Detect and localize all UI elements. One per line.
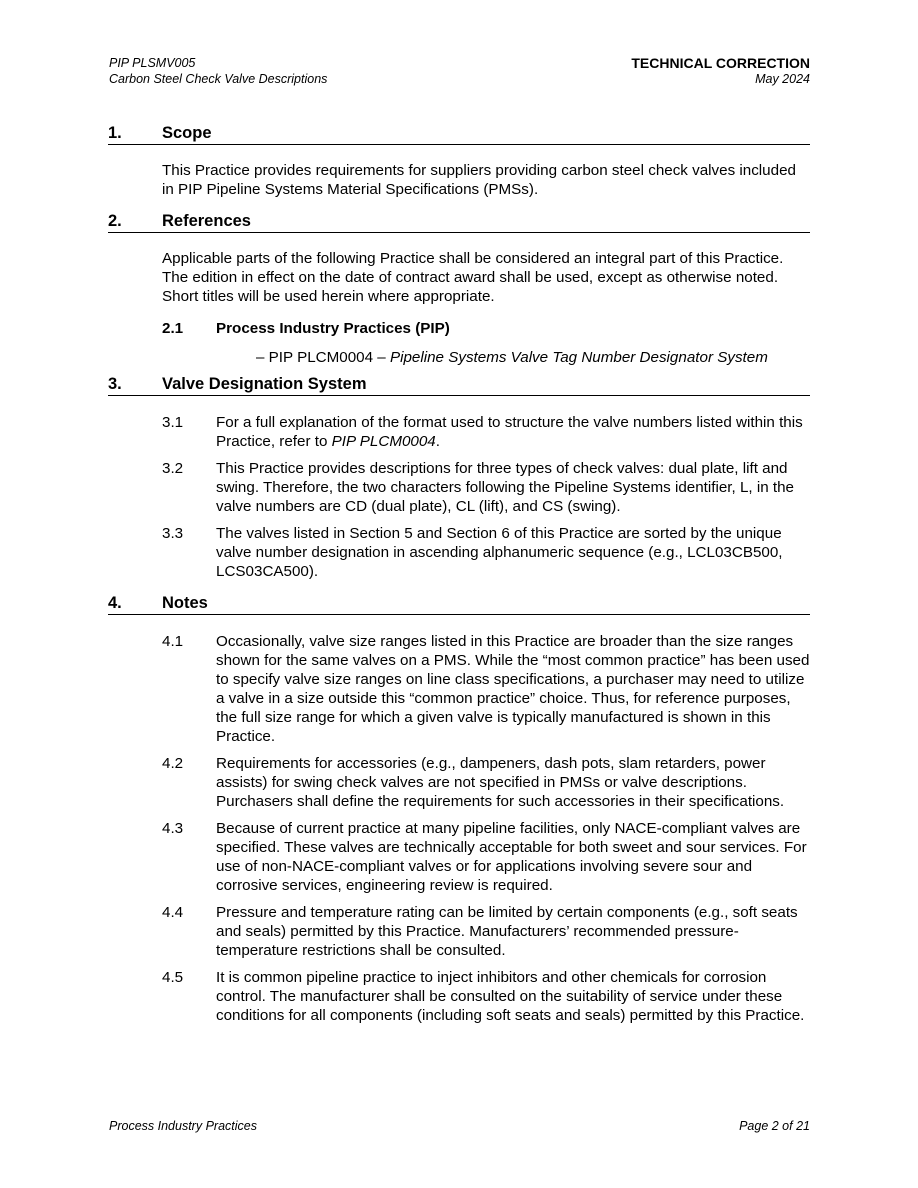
- section-heading-scope: [108, 124, 810, 145]
- item-number: 4.4: [162, 904, 184, 921]
- reference-item: [256, 348, 810, 367]
- footer-page-number: Page 2 of 21: [739, 1119, 810, 1133]
- subsection-title: Process Industry Practices (PIP): [216, 320, 450, 337]
- item-text-body: For a full explanation of the format used to structure the valve numbers listed within this Practice, refer to: [216, 414, 803, 450]
- doc-id: PIP PLSMV005: [109, 56, 196, 70]
- item-text: It is common pipeline practice to inject inhibitors and other chemicals for corrosion control. The manufacturer shall be consulted on the suitability of service under these conditions for all components (including soft seats and seals) permitted by this Practice.: [216, 969, 805, 1024]
- status-label: TECHNICAL CORRECTION: [631, 55, 810, 71]
- page-header-right: [631, 55, 810, 87]
- item-number: 4.2: [162, 755, 184, 772]
- item-number: 4.1: [162, 633, 184, 650]
- reference-title: Pipeline Systems Valve Tag Number Designator System: [389, 349, 768, 366]
- item-reference: PIP PLCM0004: [331, 433, 436, 450]
- section-number: 3.: [108, 375, 122, 393]
- item-number: 4.3: [162, 820, 184, 837]
- section-number: 4.: [108, 594, 122, 612]
- item-number: 4.5: [162, 969, 184, 986]
- doc-title: Carbon Steel Check Valve Descriptions: [109, 72, 328, 86]
- section-number: 1.: [108, 124, 122, 142]
- page-header-left: [109, 55, 327, 87]
- item-text-tail: .: [435, 433, 440, 450]
- section-heading-references: [108, 212, 810, 233]
- subsection-heading-pip: [162, 319, 810, 338]
- item-number: 3.1: [162, 414, 184, 431]
- list-item: [162, 459, 810, 516]
- item-text: Occasionally, valve size ranges listed in this Practice are broader than the size ranges shown for the same valves on a PMS. While the “most common practice” has been used to specify valve size ranges on line class specifications, a purchaser may need to utilize a valve in a size outside this “common practice” choice. Thus, for reference purposes, the full size range for which a given valve is typically manufactured is shown in this Practice.: [216, 633, 810, 745]
- item-text: This Practice provides descriptions for three types of check valves: dual plate, lift and swing. Therefore, the two characters following the Pipeline Systems identifier, L, in the valve numbers are CD (dual plate), CL (lift), and CS (swing).: [216, 460, 794, 515]
- footer-org: Process Industry Practices: [109, 1119, 257, 1133]
- list-item: [162, 754, 810, 811]
- section-heading-notes: [108, 594, 810, 615]
- item-text: Pressure and temperature rating can be limited by certain components (e.g., soft seats and seals) permitted by this Practice. Manufacturers’ recommended pressure-temperature restrictions shall be consulted.: [216, 904, 798, 959]
- page-body: [108, 124, 810, 1025]
- section-number: 2.: [108, 212, 122, 230]
- item-number: 3.2: [162, 460, 184, 477]
- section-title: References: [162, 212, 251, 230]
- item-text: [216, 413, 810, 451]
- item-number: 3.3: [162, 525, 184, 542]
- references-paragraph: Applicable parts of the following Practice shall be considered an integral part of this Practice. The edition in effect on the date of contract award shall be used, except as otherwise noted. Short titles will be used herein where appropriate.: [162, 250, 784, 305]
- doc-date: May 2024: [755, 72, 810, 86]
- subsection-number: 2.1: [162, 320, 184, 337]
- section-heading-designation: [108, 375, 810, 396]
- item-text: Because of current practice at many pipeline facilities, only NACE-compliant valves are specified. These valves are technically acceptable for both sweet and sour services. For use of non-NACE-compliant valves or for applications involving severe sour and corrosive services, engineering review is required.: [216, 820, 807, 894]
- scope-paragraph: This Practice provides requirements for suppliers providing carbon steel check valves included in PIP Pipeline Systems Material Specifications (PMSs).: [162, 162, 796, 198]
- item-text: The valves listed in Section 5 and Section 6 of this Practice are sorted by the unique valve number designation in ascending alphanumeric sequence (e.g., LCL03CB500, LCS03CA500).: [216, 525, 783, 580]
- section-title: Valve Designation System: [162, 375, 367, 393]
- item-text: Requirements for accessories (e.g., dampeners, dash pots, slam retarders, power assists) for swing check valves are not specified in PMSs or valve descriptions. Purchasers shall define the requirements for such accessories in their specifications.: [216, 755, 785, 810]
- reference-prefix: – PIP PLCM0004 –: [256, 349, 390, 366]
- list-item: [162, 524, 810, 581]
- list-item: [162, 903, 810, 960]
- list-item: [162, 413, 810, 451]
- list-item: [162, 968, 810, 1025]
- list-item: [162, 632, 810, 746]
- section-title: Notes: [162, 594, 208, 612]
- section-title: Scope: [162, 124, 212, 142]
- list-item: [162, 819, 810, 895]
